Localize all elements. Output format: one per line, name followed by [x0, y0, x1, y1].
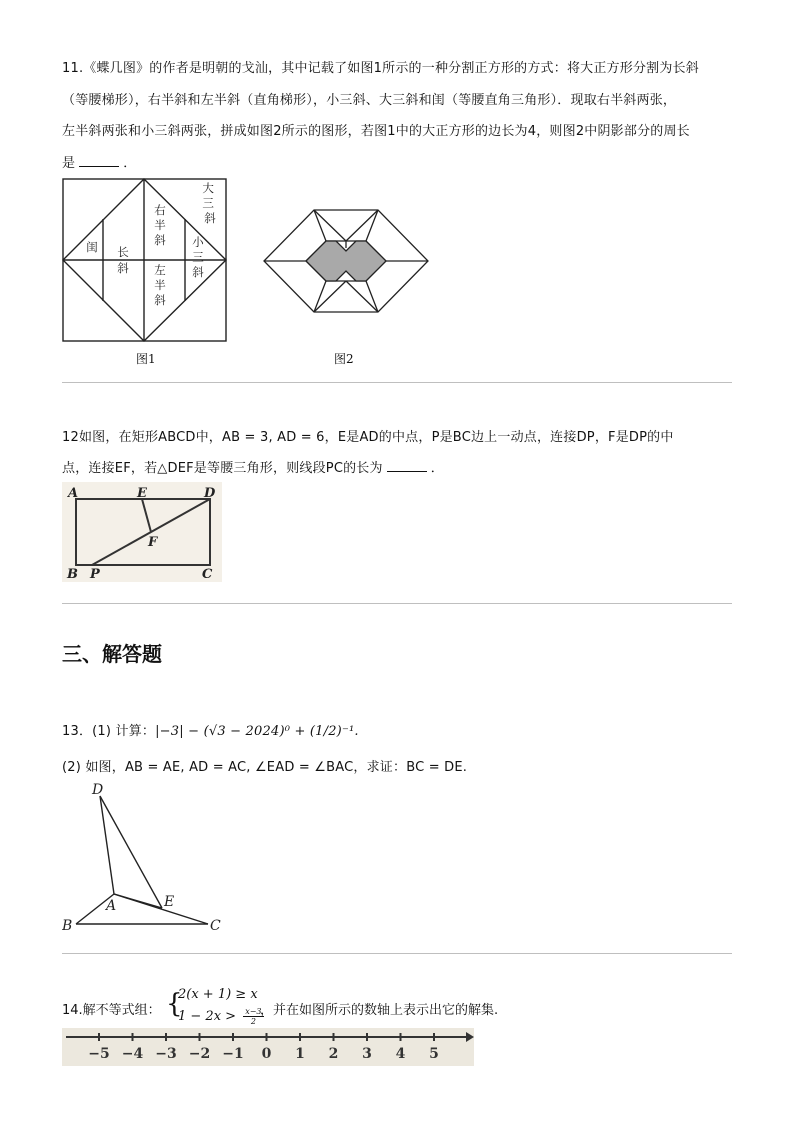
q11-figure-1 — [62, 178, 228, 342]
q14-inequality-2 — [178, 1007, 264, 1026]
q12-answer-blank[interactable] — [387, 459, 427, 472]
q13-point-E: E — [164, 894, 175, 910]
section-3-title: 三、解答题 — [62, 642, 162, 666]
q11-fig2-caption: 图2 — [334, 352, 354, 366]
q11-line4-suffix: ． — [123, 156, 137, 171]
q13-point-A: A — [106, 898, 117, 914]
q11-answer-blank[interactable] — [79, 154, 119, 167]
q11-line-3: 左半斜两张和小三斜两张，拼成如图2所示的图形，若图1中的大正方形的边长为4，则图2中阴影部分的周长 — [62, 124, 690, 139]
fig1-label-youbanxie: 右半斜 — [154, 203, 166, 247]
q14-fraction-numerator: x−3 — [245, 1007, 262, 1016]
q11-line-4 — [62, 152, 136, 171]
q11-fig1-caption: 图1 — [136, 352, 156, 366]
fig1-dasanxie-chars: 大 — [202, 181, 214, 195]
fig1-label-changxie: 长斜 — [117, 245, 129, 275]
q12-point-E: E — [137, 486, 147, 501]
q12-point-D: D — [204, 486, 216, 501]
q14-inequality-1: 2(x + 1) ≥ x — [178, 987, 258, 1002]
number-line-tick-label: 3 — [362, 1046, 372, 1062]
q13-point-D: D — [92, 782, 104, 798]
q11-line4-prefix: 是 — [62, 156, 76, 171]
fig1-label-zuobanxie: 左半斜 — [154, 263, 166, 307]
q12-point-C: C — [202, 567, 213, 582]
number-line-tick-label: 2 — [328, 1046, 339, 1062]
q12-point-B: B — [67, 567, 78, 582]
q14-number-line — [62, 1028, 474, 1066]
q13-part-1 — [62, 720, 359, 739]
q12-figure-rectangle — [62, 482, 222, 582]
q11-figure-2 — [262, 208, 430, 314]
q14-fraction-denominator: 2 — [250, 1017, 256, 1026]
q11-line-2: （等腰梯形），右半斜和左半斜（直角梯形），小三斜、大三斜和闺（等腰直角三角形）．现取右半斜两张， — [62, 93, 677, 108]
q12-point-P: P — [90, 567, 100, 582]
number-line-tick-label: −2 — [188, 1046, 211, 1062]
fig1-label-xiaosanxie: 小三斜 — [192, 235, 204, 279]
q13-part-2: (2) 如图，AB = AE, AD = AC, ∠EAD = ∠BAC，求证：BC = DE. — [62, 760, 468, 775]
q14-brace: { — [166, 989, 183, 1019]
q14-ineq2-left: 1 − 2x > — [178, 1009, 237, 1024]
fig1-label-dasanxie: 大 三 斜 — [202, 181, 216, 225]
q13-part1-prefix: 13．(1) 计算： — [62, 724, 156, 739]
q12-point-A: A — [68, 486, 79, 501]
q12-line-2 — [62, 457, 444, 476]
q13-figure-triangles — [62, 778, 227, 936]
q13-point-C: C — [210, 918, 221, 934]
number-line-tick-label: 4 — [395, 1046, 406, 1062]
q13-part1-expression: |−3| − (√3 − 2024)⁰ + (1/2)⁻¹. — [155, 724, 359, 739]
number-line-tick-label: 0 — [261, 1046, 272, 1062]
number-line-tick-label: −3 — [155, 1046, 177, 1062]
separator-1 — [62, 382, 732, 383]
fig1-label-gui: 闺 — [86, 240, 98, 254]
q11-line-1: 11.《蝶几图》的作者是明朝的戈汕，其中记载了如图1所示的一种分割正方形的方式：将大正方形分割为长斜 — [62, 61, 699, 76]
q12-line-1: 12如图，在矩形ABCD中，AB = 3, AD = 6，E是AD的中点，P是BC边上一动点，连接DP，F是DP的中 — [62, 430, 674, 445]
separator-2 — [62, 603, 732, 604]
number-line-tick-label: −4 — [121, 1046, 144, 1062]
number-line-tick-label: −5 — [88, 1046, 110, 1062]
q12-line2-prefix: 点，连接EF，若△DEF是等腰三角形，则线段PC的长为 — [62, 461, 383, 476]
number-line-tick-label: 5 — [429, 1046, 439, 1062]
q14-prefix: 14.解不等式组： — [62, 1003, 161, 1018]
separator-3 — [62, 953, 732, 954]
q14-suffix: ，并在如图所示的数轴上表示出它的解集. — [260, 1003, 499, 1018]
number-line-tick-label: −1 — [222, 1046, 244, 1062]
number-line-tick-label: 1 — [295, 1046, 305, 1062]
q12-line2-suffix: ． — [430, 461, 444, 476]
q13-point-B: B — [62, 918, 73, 934]
q12-point-F: F — [148, 535, 158, 550]
